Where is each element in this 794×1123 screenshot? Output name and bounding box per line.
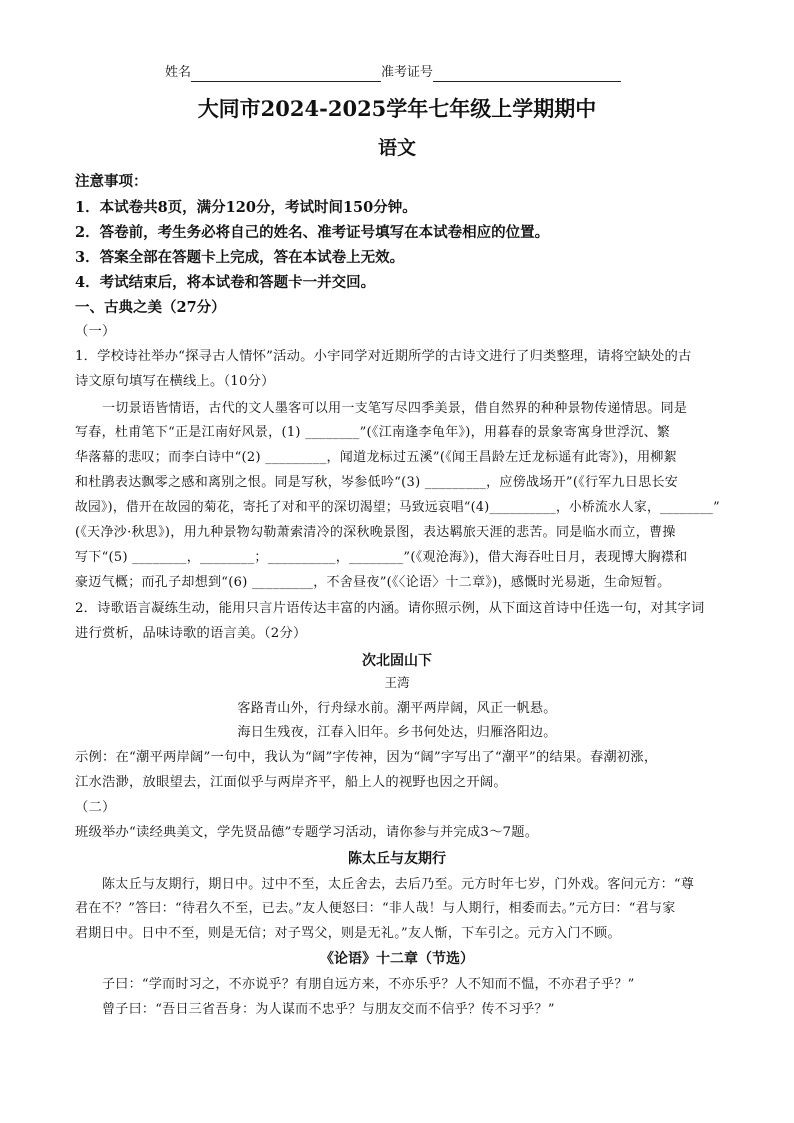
notice-item: 4．考试结束后，将本试卷和答题卡一并交回。 bbox=[75, 274, 376, 291]
poem-title: 次北固山下 bbox=[362, 653, 432, 669]
candidate-info-row bbox=[165, 64, 621, 82]
passage-line: 一切景语皆情语，古代的文人墨客可以用一支笔写尽四季美景，借自然界的种种景物传递情思。同是 bbox=[102, 401, 688, 416]
text2-title: 《论语》十二章（节选） bbox=[320, 951, 474, 967]
poem-line: 客路青山外，行舟绿水前。潮平两岸阔，风正一帆悬。 bbox=[237, 701, 557, 716]
notice-heading: 注意事项： bbox=[75, 173, 148, 190]
poem-author: 王湾 bbox=[384, 675, 410, 690]
exam-subject: 语文 bbox=[377, 137, 416, 159]
question-1-text: 诗文原句填写在横线上。（10分） bbox=[75, 374, 275, 389]
text2-line: 曾子曰：“吾日三省吾身：为人谋而不忠乎？与朋友交而不信乎？传不习乎？” bbox=[102, 1002, 555, 1017]
name-blank bbox=[191, 67, 381, 82]
example-text: 示例：在“潮平两岸阔”一句中，我认为“阔”字传神，因为“阔”字写出了“潮平”的结果。春潮初涨， bbox=[75, 750, 658, 765]
passage-line: 和杜鹃表达飘零之感和离别之恨。同是写秋，岑参低吟“(3) _________，应傍战场开”(《行军九日思长安 bbox=[75, 475, 679, 490]
notice-item: 3．答案全部在答题卡上完成，答在本试卷上无效。 bbox=[75, 249, 405, 266]
passage-line: 华落幕的悲叹；而李白诗中“(2) _________，闻道龙标过五溪”(《闻王昌龄左迁龙标遥有此寄》)，用柳絮 bbox=[75, 450, 677, 465]
text2-line: 子曰：“学而时习之，不亦说乎？有朋自远方来，不亦乐乎？人不知而不愠，不亦君子乎？” bbox=[102, 977, 635, 992]
id-label: 准考证号 bbox=[381, 65, 434, 80]
question-1-text: 1．学校诗社举办“探寻古人情怀”活动。小宇同学对近期所学的古诗文进行了归类整理，请将空缺处的古 bbox=[75, 349, 692, 364]
notice-item: 1．本试卷共8页，满分120分，考试时间150分钟。 bbox=[75, 199, 417, 216]
part-label: （一） bbox=[75, 324, 116, 339]
question-2-text: 进行赏析，品味诗歌的语言美。（2分） bbox=[75, 626, 307, 641]
notice-item: 2．答卷前，考生务必将自己的姓名、准考证号填写在本试卷相应的位置。 bbox=[75, 224, 550, 241]
text1-line: 陈太丘与友期行，期日中。过中不至，太丘舍去，去后乃至。元方时年七岁，门外戏。客问元方：“尊 bbox=[102, 877, 695, 892]
passage-line: 故园》)，借开在故园的菊花，寄托了对和平的深切渴望；马致远哀唱“(4)__________，小桥流水人家，________” bbox=[75, 500, 720, 515]
part-intro: 班级举办“读经典美文，学先贤品德”专题学习活动，请你参与并完成3～7题。 bbox=[75, 825, 539, 840]
passage-line: (《天净沙·秋思》)，用九种景物勾勒萧索清冷的深秋晚景图，表达羁旅天涯的悲苦。同是临水而立，曹操 bbox=[75, 525, 676, 540]
text1-title: 陈太丘与友期行 bbox=[348, 851, 446, 867]
passage-line: 写下“(5) ________，________；__________，________”(《观沧海》)，借大海吞吐日月，表现博大胸襟和 bbox=[75, 550, 688, 565]
section-heading: 一、古典之美（27分） bbox=[75, 299, 226, 316]
passage-line: 写春，杜甫笔下“正是江南好风景，(1) ________”(《江南逢李龟年》)，用暮春的景象寄寓身世浮沉、繁 bbox=[75, 425, 671, 440]
name-label: 姓名 bbox=[165, 65, 192, 80]
exam-title: 大同市2024-2025学年七年级上学期期中 bbox=[197, 96, 597, 121]
question-2-text: 2．诗歌语言凝练生动，能用只言片语传达丰富的内涵。请你照示例，从下面这首诗中任选一句，对其字词 bbox=[75, 601, 705, 616]
part-label: （二） bbox=[75, 800, 116, 815]
text1-line: 君期日中。日中不至，则是无信；对子骂父，则是无礼。”友人惭，下车引之。元方入门不顾。 bbox=[75, 926, 621, 941]
text1-line: 君在不？”答曰：“待君久不至，已去。”友人便怒曰：“非人哉！与人期行，相委而去。”元方曰：“君与家 bbox=[75, 901, 676, 916]
passage-line: 豪迈气概；而孔子却想到“(6) _________，不舍昼夜”(《〈论语〉十二章》)，感慨时光易逝，生命短暂。 bbox=[75, 575, 671, 590]
id-blank bbox=[433, 67, 621, 82]
poem-line: 海日生残夜，江春入旧年。乡书何处达，归雁洛阳边。 bbox=[237, 725, 557, 740]
example-text: 江水浩渺，放眼望去，江面似乎与两岸齐平，船上人的视野也因之开阔。 bbox=[75, 775, 507, 790]
